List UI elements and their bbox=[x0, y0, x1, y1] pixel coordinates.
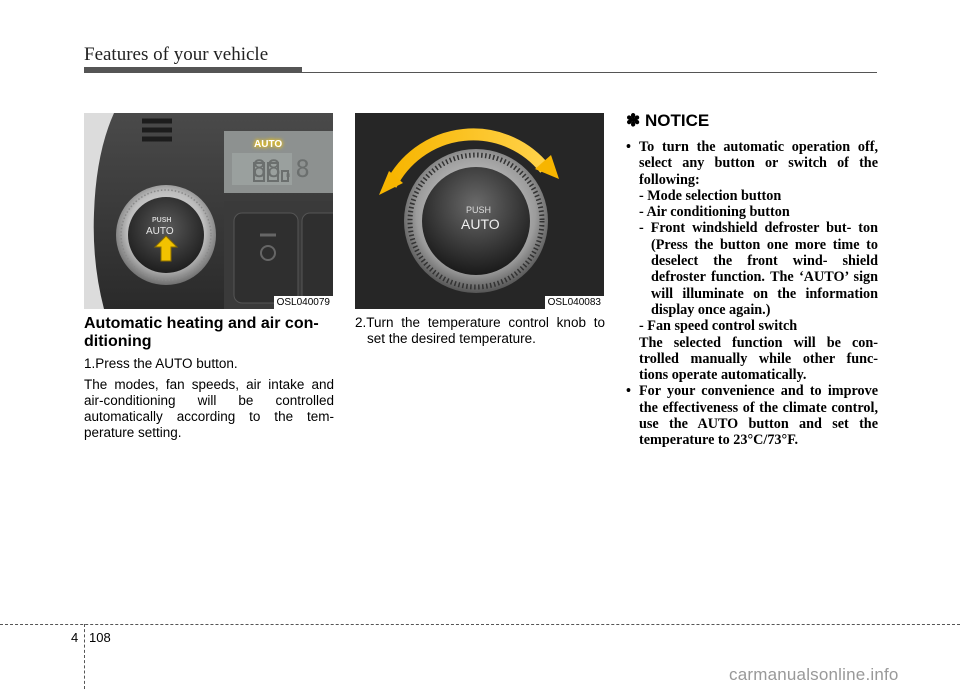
notice-star-icon: ✽ bbox=[626, 111, 641, 130]
figure-temperature-knob bbox=[355, 113, 604, 309]
notice-list bbox=[626, 139, 878, 449]
notice-bullet-1 bbox=[626, 139, 878, 383]
page-number: 108 bbox=[89, 630, 111, 645]
section-heading: Automatic heating and air con- ditioning bbox=[84, 315, 319, 350]
notice-sub-item: - Fan speed control switch bbox=[639, 318, 798, 335]
notice-bullet-2 bbox=[626, 383, 878, 448]
step-2: 2.Turn the temperature control knob to set the desired temperature. bbox=[355, 315, 605, 346]
notice-bullet-2-text: For your convenience and to improve the effectiveness of the climate control, use the AUTO button and set the temperature to 23°C/73°F. bbox=[639, 383, 878, 449]
notice-sub-item: - Front windshield defroster but- ton (Press the button one more time to deselect the front wind- shield defroster function. The ‘AUTO’ sign will illuminate on the information display once again.) bbox=[639, 220, 878, 318]
header-title: Features of your vehicle bbox=[84, 44, 269, 65]
panel-digits: 88.8 bbox=[252, 155, 310, 183]
knob-auto-label: AUTO bbox=[461, 216, 500, 232]
auto-button-label: AUTO bbox=[146, 226, 174, 237]
step-1: 1.Press the AUTO button. bbox=[84, 356, 238, 371]
figure-code: OSL040079 bbox=[274, 296, 333, 309]
notice-title bbox=[626, 111, 709, 131]
notice-sub-item: - Mode selection button bbox=[639, 187, 782, 204]
figure-climate-panel bbox=[84, 113, 333, 309]
bullet-dot-icon: • bbox=[626, 383, 631, 400]
footer-divider bbox=[84, 624, 85, 689]
knob-push-label: PUSH bbox=[466, 205, 492, 215]
climate-panel-illustration bbox=[84, 113, 333, 309]
watermark: carmanualsonline.info bbox=[729, 665, 899, 684]
notice-bullet-1-lead: To turn the automatic operation off, select any button or switch of the following: bbox=[639, 139, 878, 188]
notice-sub-item: - Air conditioning button bbox=[639, 204, 790, 221]
panel-auto-indicator: AUTO bbox=[254, 139, 283, 150]
notice-bullet-1-tail: The selected function will be con- trolled manually while other func- tions operate automatically. bbox=[639, 334, 878, 384]
notice-title-text: NOTICE bbox=[644, 111, 710, 130]
auto-button-push-label: PUSH bbox=[152, 217, 172, 224]
chapter-number: 4 bbox=[71, 630, 79, 645]
bullet-dot-icon: • bbox=[626, 139, 631, 155]
header-rule bbox=[84, 72, 877, 73]
figure-code: OSL040083 bbox=[545, 296, 604, 309]
footer-rule bbox=[0, 624, 960, 625]
step-1-body: The modes, fan speeds, air intake and air-conditioning will be controlled automatically according to the tem- perature setting. bbox=[84, 377, 334, 440]
